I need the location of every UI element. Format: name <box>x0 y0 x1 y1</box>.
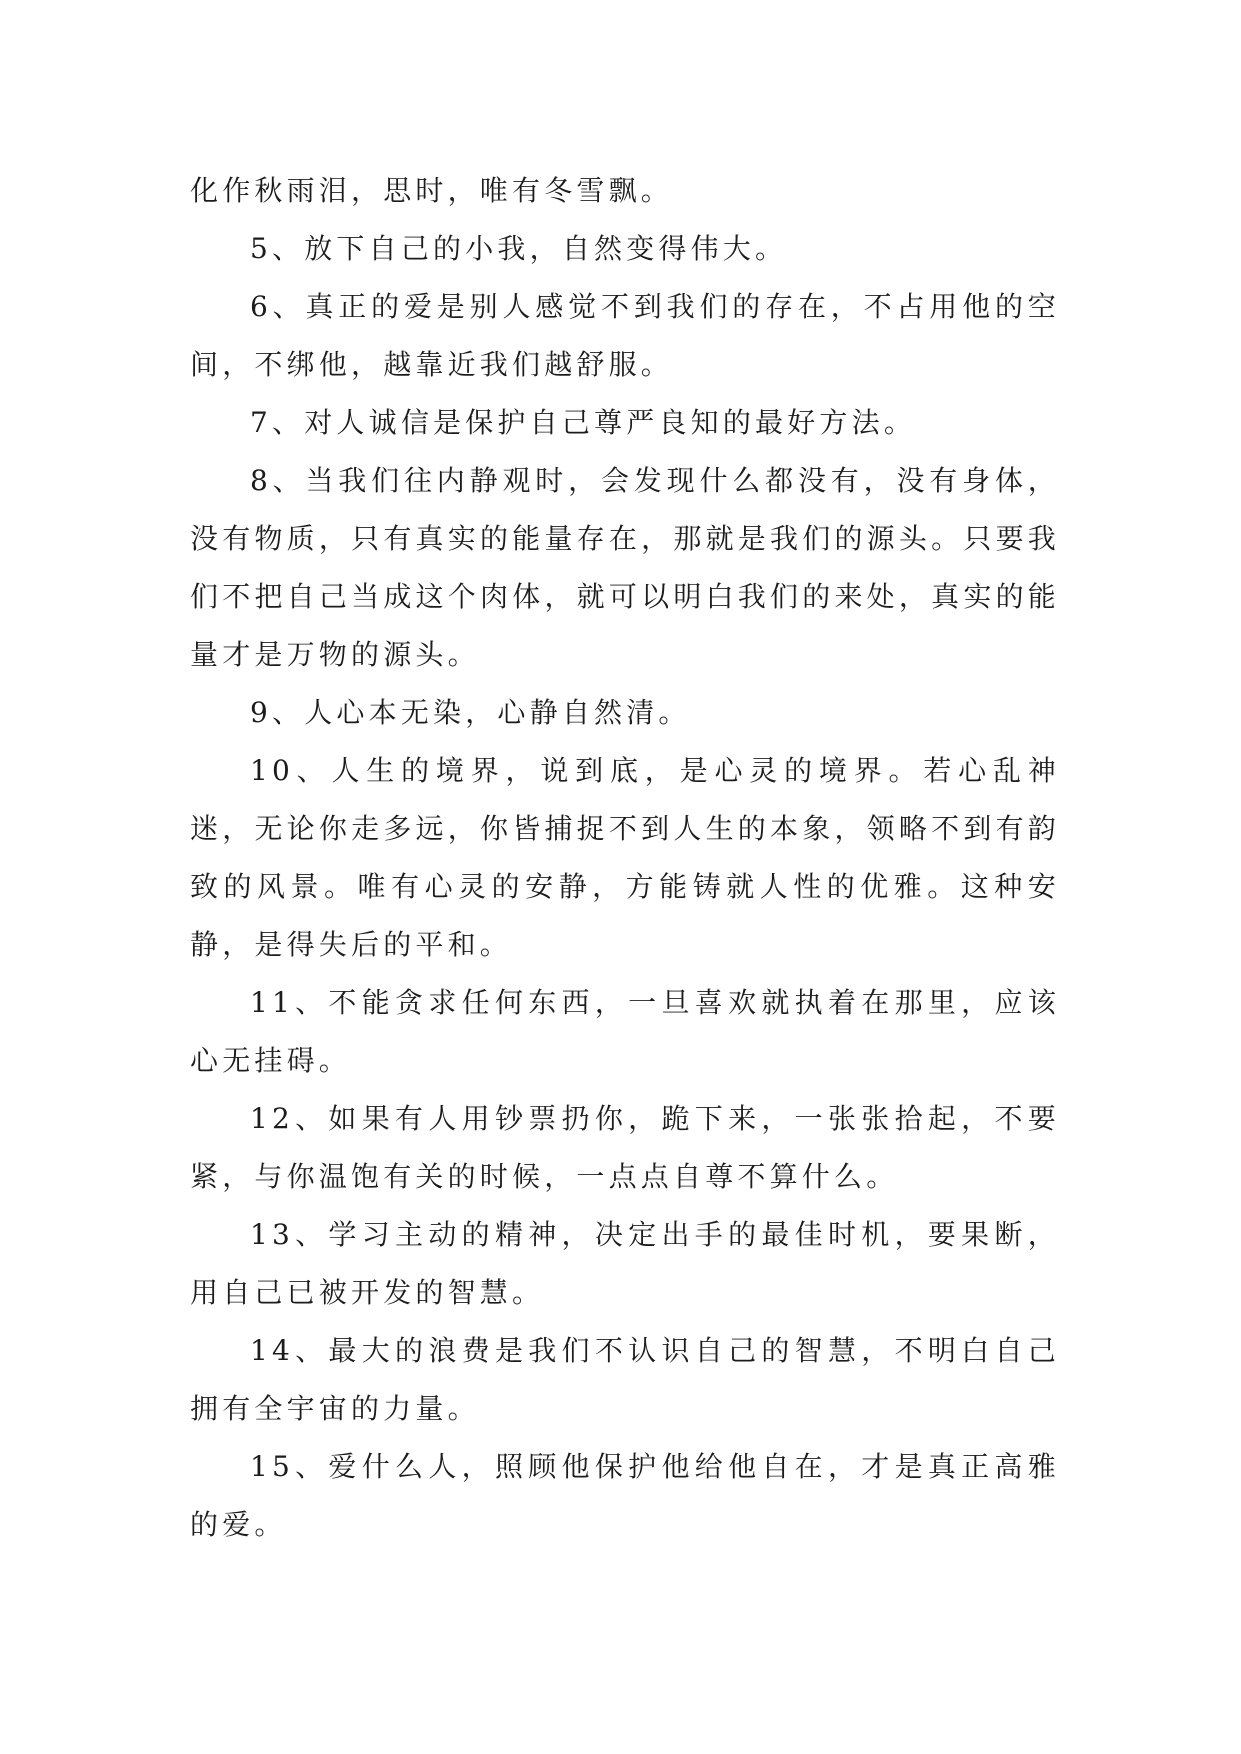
paragraph-item-13: 13、学习主动的精神，决定出手的最佳时机，要果断，用自己已被开发的智慧。 <box>190 1218 1060 1309</box>
paragraph-item-5: 5、放下自己的小我，自然变得伟大。 <box>250 232 788 265</box>
paragraph-item-8: 8、当我们往内静观时，会发现什么都没有，没有身体，没有物质，只有真实的能量存在，那就是我们的源头。只要我们不把自己当成这个肉体，就可以明白我们的来处，真实的能量才是万物的源头。 <box>190 464 1060 671</box>
paragraph-item-11: 11、不能贪求任何东西，一旦喜欢就执着在那里，应该心无挂碍。 <box>190 986 1060 1077</box>
paragraph-item-12: 12、如果有人用钞票扔你，跪下来，一张张拾起，不要紧，与你温饱有关的时候，一点点自尊不算什么。 <box>190 1102 1060 1193</box>
paragraph-item-15: 15、爱什么人，照顾他保护他给他自在，才是真正高雅的爱。 <box>190 1450 1060 1541</box>
paragraph-item-7: 7、对人诚信是保护自己尊严良知的最好方法。 <box>250 406 917 439</box>
paragraph-item-14: 14、最大的浪费是我们不认识自己的智慧，不明白自己拥有全宇宙的力量。 <box>190 1334 1060 1425</box>
paragraph-item-6: 6、真正的爱是别人感觉不到我们的存在，不占用他的空间，不绑他，越靠近我们越舒服。 <box>190 290 1060 381</box>
paragraph-continuation: 化作秋雨泪，思时，唯有冬雪飘。 <box>190 174 674 207</box>
document-body <box>190 162 1060 1554</box>
paragraph-item-9: 9、人心本无染，心静自然清。 <box>250 696 691 729</box>
paragraph-item-10: 10、人生的境界，说到底，是心灵的境界。若心乱神迷，无论你走多远，你皆捕捉不到人生的本象，领略不到有韵致的风景。唯有心灵的安静，方能铸就人性的优雅。这种安静，是得失后的平和。 <box>190 754 1060 961</box>
